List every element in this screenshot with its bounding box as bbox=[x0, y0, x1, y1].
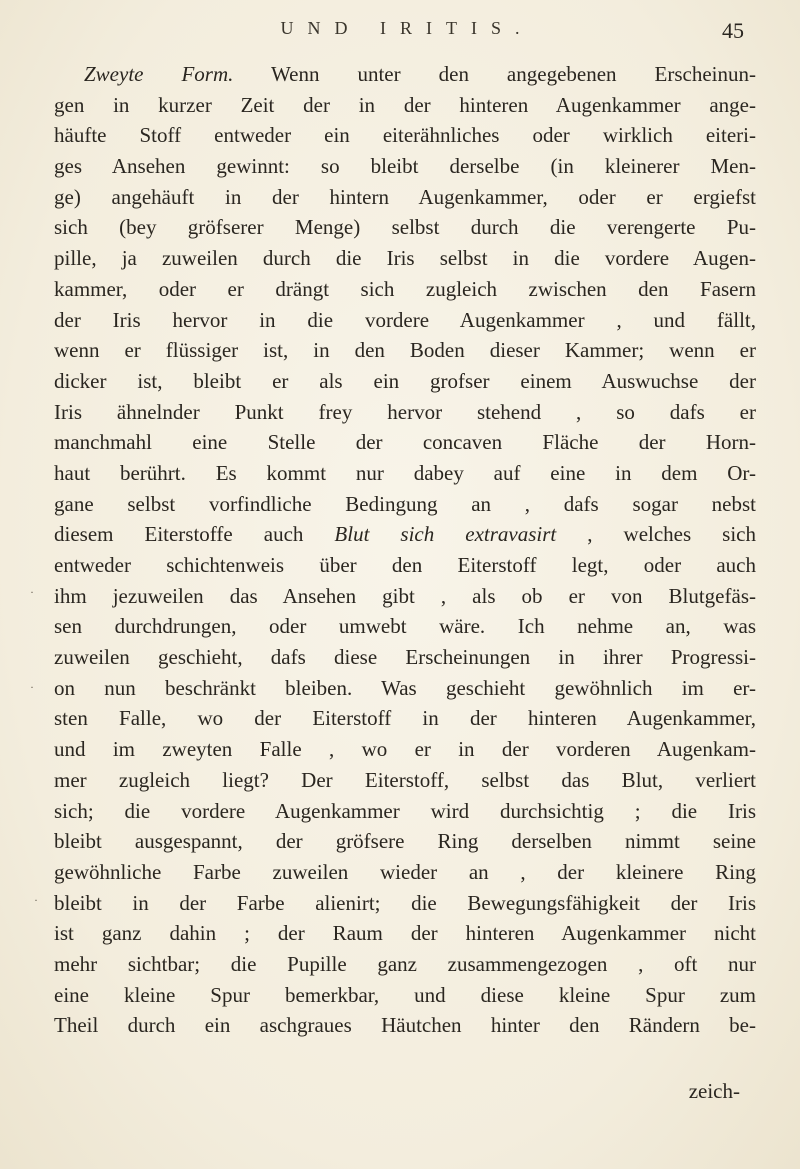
margin-speck: · bbox=[30, 680, 34, 694]
text-segment: kammer, oder er drängt sich zugleich zwischen den Fasern bbox=[54, 276, 756, 301]
text-segment: diesem Eiterstoffe auch bbox=[54, 522, 335, 547]
catchword: zeich- bbox=[688, 1079, 740, 1103]
text-segment: der Iris hervor in die vordere Augenkammer , und fällt, bbox=[54, 307, 756, 332]
text-line bbox=[54, 366, 756, 397]
text-line bbox=[54, 734, 756, 765]
text-segment: , welches sich bbox=[556, 522, 756, 547]
text-segment: Wenn unter den angegebenen Erscheinun- bbox=[233, 62, 756, 86]
text-segment: häufte Stoff entweder ein eiterähnliches oder wirklich eiteri- bbox=[54, 123, 756, 148]
text-segment: sten Falle, wo der Eiterstoff in der hinteren Augenkammer, bbox=[54, 706, 756, 731]
text-line bbox=[54, 151, 756, 182]
text-segment: gen in kurzer Zeit der in der hinteren Augenkammer ange- bbox=[54, 92, 756, 117]
running-head bbox=[0, 8, 800, 48]
text-line bbox=[54, 182, 756, 213]
text-line bbox=[54, 243, 756, 274]
text-segment: sen durchdrungen, oder umwebt wäre. Ich nehme an, was bbox=[54, 614, 756, 639]
text-line bbox=[54, 581, 756, 612]
text-line bbox=[54, 427, 756, 458]
text-line bbox=[54, 274, 756, 305]
text-line bbox=[54, 673, 756, 704]
text-segment: sich; die vordere Augenkammer wird durchsichtig ; die Iris bbox=[54, 798, 756, 823]
text-segment: haut berührt. Es kommt nur dabey auf eine in dem Or- bbox=[54, 460, 756, 485]
text-line bbox=[54, 90, 756, 121]
text-segment: entweder schichtenweis über den Eiterstoff legt, oder auch bbox=[54, 553, 756, 577]
text-line bbox=[54, 949, 756, 980]
text-segment: gewöhnliche Farbe zuweilen wieder an , der kleinere Ring bbox=[54, 859, 756, 884]
text-segment: dicker ist, bleibt er als ein grofser einem Auswuchse der bbox=[54, 368, 756, 393]
text-line bbox=[54, 918, 756, 949]
body-text bbox=[54, 59, 756, 1041]
text-segment: bleibt in der Farbe alienirt; die Bewegungsfähigkeit der Iris bbox=[54, 890, 756, 915]
text-segment: mer zugleich liegt? Der Eiterstoff, selbst das Blut, verliert bbox=[54, 767, 756, 792]
margin-speck: · bbox=[30, 585, 34, 599]
text-segment: zuweilen geschieht, dafs diese Erscheinungen in ihrer Progressi- bbox=[54, 645, 756, 670]
text-segment: eine kleine Spur bemerkbar, und diese kleine Spur zum bbox=[54, 982, 756, 1007]
text-line bbox=[54, 611, 756, 642]
text-line bbox=[54, 826, 756, 857]
text-segment: on nun beschränkt bleiben. Was geschieht gewöhnlich im er- bbox=[54, 675, 756, 700]
text-segment: wenn er flüssiger ist, in den Boden dieser Kammer; wenn er bbox=[54, 338, 756, 363]
text-line bbox=[54, 397, 756, 428]
text-line bbox=[54, 857, 756, 888]
text-line bbox=[54, 703, 756, 734]
text-segment: ihm jezuweilen das Ansehen gibt , als ob er von Blutgefäs- bbox=[54, 583, 756, 608]
text-line bbox=[54, 305, 756, 336]
text-segment: Theil durch ein aschgraues Häutchen hinter den Rändern be- bbox=[54, 1013, 756, 1038]
text-segment: und im zweyten Falle , wo er in der vorderen Augenkam- bbox=[54, 737, 756, 762]
text-segment: Iris ähnelnder Punkt frey hervor stehend , so dafs er bbox=[54, 399, 756, 424]
text-line bbox=[54, 335, 756, 366]
page-number: 45 bbox=[722, 18, 744, 43]
text-line bbox=[54, 642, 756, 673]
running-title: UND IRITIS. bbox=[280, 18, 534, 38]
text-line bbox=[54, 519, 756, 550]
text-segment: gane selbst vorfindliche Bedingung an , dafs sogar nebst bbox=[54, 491, 756, 516]
text-line bbox=[54, 980, 756, 1011]
text-line bbox=[54, 120, 756, 151]
text-line bbox=[54, 489, 756, 520]
text-segment: sich (bey gröfserer Menge) selbst durch die verengerte Pu- bbox=[54, 215, 756, 240]
text-line bbox=[54, 888, 756, 919]
text-segment: mehr sichtbar; die Pupille ganz zusammengezogen , oft nur bbox=[54, 951, 756, 976]
text-line bbox=[54, 550, 756, 581]
italic-segment: Zweyte Form. bbox=[84, 62, 234, 86]
text-line bbox=[54, 796, 756, 827]
text-segment: ges Ansehen gewinnt: so bleibt derselbe (in kleinerer Men- bbox=[54, 154, 756, 179]
text-segment: manchmahl eine Stelle der concaven Fläche der Horn- bbox=[54, 430, 756, 455]
margin-speck: · bbox=[34, 893, 38, 907]
text-line bbox=[54, 59, 756, 90]
text-line bbox=[54, 458, 756, 489]
italic-segment: Blut sich extravasirt bbox=[334, 522, 557, 547]
text-line bbox=[54, 1010, 756, 1041]
text-segment: ist ganz dahin ; der Raum der hinteren Augenkammer nicht bbox=[54, 921, 756, 946]
text-line bbox=[54, 212, 756, 243]
text-segment: ge) angehäuft in der hintern Augenkammer, oder er ergiefst bbox=[54, 184, 756, 209]
text-segment: pille, ja zuweilen durch die Iris selbst in die vordere Augen- bbox=[54, 246, 756, 271]
text-line bbox=[54, 765, 756, 796]
text-segment: bleibt ausgespannt, der gröfsere Ring derselben nimmt seine bbox=[54, 829, 756, 854]
